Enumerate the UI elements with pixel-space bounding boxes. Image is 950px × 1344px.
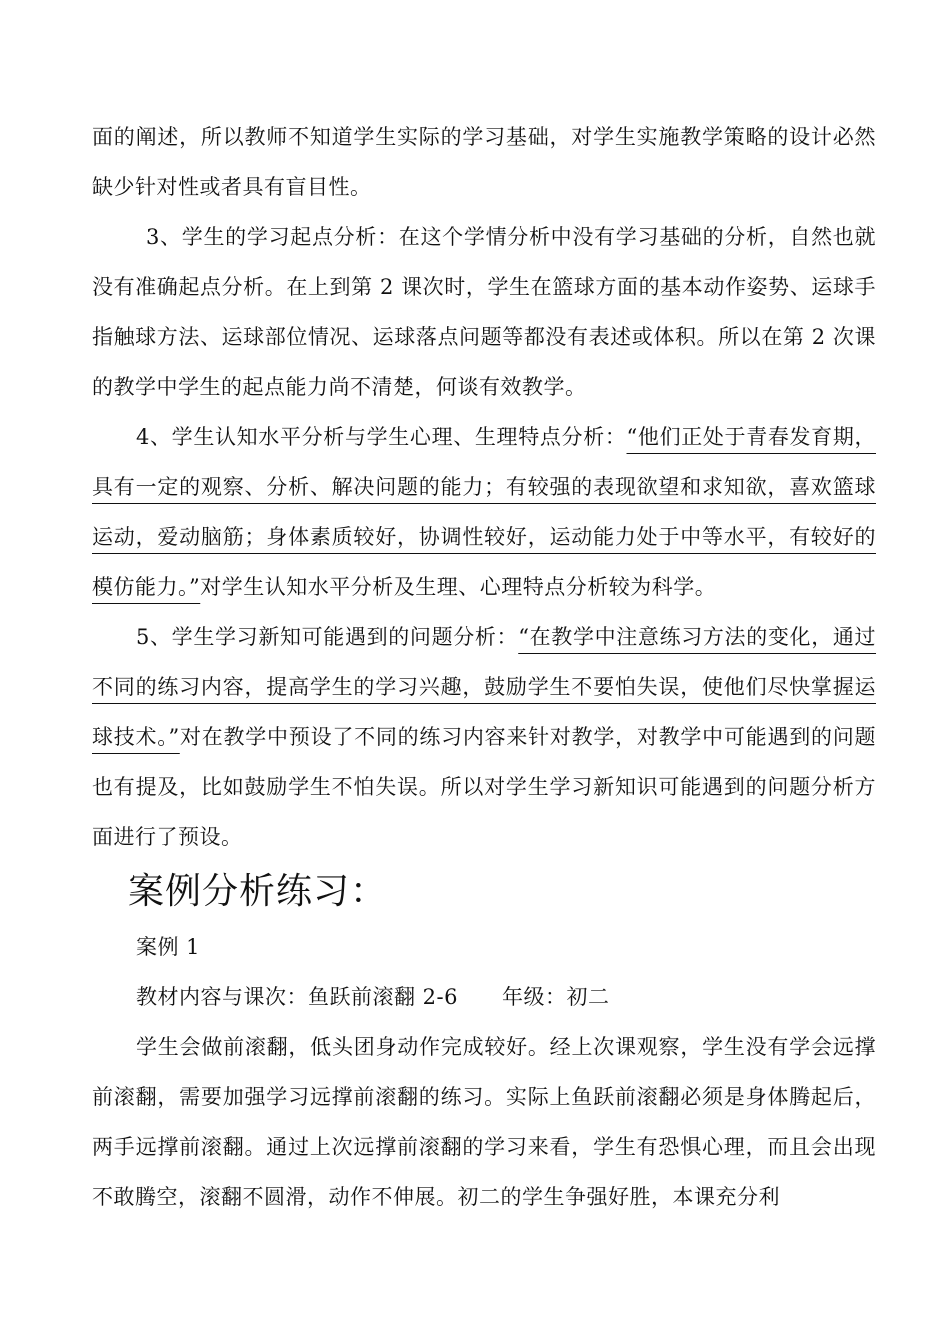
paragraph-intro: 面的阐述，所以教师不知道学生实际的学习基础，对学生实施教学策略的设计必然缺少针对性或者具有盲目性。 — [92, 125, 876, 199]
case-body: 学生会做前滚翻，低头团身动作完成较好。经上次课观察，学生没有学会远撑前滚翻，需要加强学习远撑前滚翻的练习。实际上鱼跃前滚翻必须是身体腾起后，两手远撑前滚翻。通过上次远撑前滚翻的学习来看，学生有恐惧心理，而且会出现不敢腾空，滚翻不圆滑，动作不伸展。初二的学生争强好胜，本课充分利 — [92, 1035, 876, 1209]
case-title: 案例 1 — [136, 935, 201, 959]
case-grade-label: 年级：初二 — [502, 985, 610, 1009]
cognitive-analysis-comment: 对学生认知水平分析及生理、心理特点分析较为科学。 — [200, 575, 717, 599]
section-heading: 案例分析练习： — [128, 871, 388, 912]
case-content-label: 教材内容与课次：鱼跃前滚翻 2-6 — [136, 985, 458, 1009]
new-knowledge-lead: 5、学生学习新知可能遇到的问题分析： — [136, 625, 519, 649]
paragraph-new-knowledge-analysis — [92, 612, 876, 862]
new-knowledge-comment: 对在教学中预设了不同的练习内容来针对教学，对教学中可能遇到的问题也有提及，比如鼓励学生不怕失误。所以对学生学习新知识可能遇到的问题分析方面进行了预设。 — [92, 725, 876, 849]
new-knowledge-quote: “在教学中注意练习方法的变化，通过不同的练习内容，提高学生的学习兴趣，鼓励学生不要怕失误，使他们尽快掌握运球技术。” — [92, 625, 877, 749]
cognitive-analysis-lead: 4、学生认知水平分析与学生心理、生理特点分析： — [136, 425, 627, 449]
document-page — [92, 112, 876, 1222]
cognitive-analysis-quote: “他们正处于青春发育期，具有一定的观察、分析、解决问题的能力；有较强的表现欲望和求知欲，喜欢篮球运动，爱动脑筋；身体素质较好，协调性较好，运动能力处于中等水平，有较好的模仿能力。” — [92, 425, 876, 599]
case-meta — [92, 972, 876, 1022]
paragraph-starting-point-analysis: 3、学生的学习起点分析：在这个学情分析中没有学习基础的分析，自然也就没有准确起点分析。在上到第 2 课次时，学生在篮球方面的基本动作姿势、运球手指触球方法、运球部位情况、运球落点问题等都没有表述或体积。所以在第 2 次课的教学中学生的起点能力尚不清楚，何谈有效教学。 — [92, 225, 876, 399]
paragraph-cognitive-analysis — [92, 412, 876, 612]
